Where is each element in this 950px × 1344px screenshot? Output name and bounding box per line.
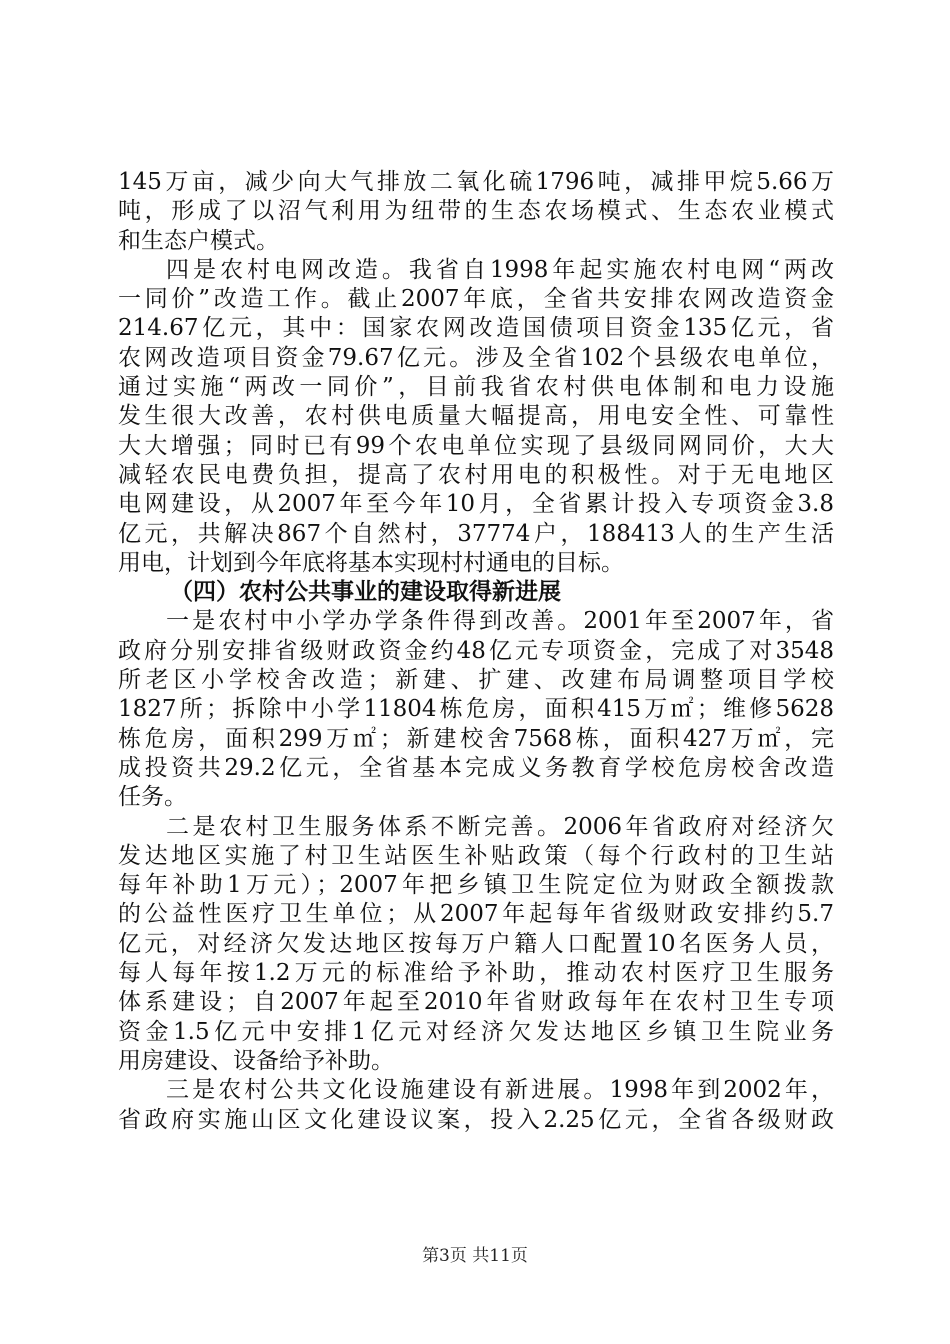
text-line: 用电，计划到今年底将基本实现村村通电的目标。	[118, 549, 624, 576]
text-line: 电网建设，从2007年至今年10月，全省累计投入专项资金3.8	[118, 491, 834, 518]
text-line: 农网改造项目资金79.67亿元。涉及全省102个县级农电单位，	[118, 344, 834, 371]
text-line: 发生很大改善，农村供电质量大幅提高，用电安全性、可靠性	[118, 403, 834, 430]
text-line: 所老区小学校舍改造；新建、扩建、改建布局调整项目学校	[118, 667, 834, 694]
text-line: 任务。	[118, 784, 187, 811]
text-line: 和生态户模式。	[118, 227, 279, 254]
text-line: 亿元，共解决867个自然村，37774户，188413人的生产生活	[118, 520, 834, 547]
text-line: 一同价”改造工作。截止2007年底，全省共安排农网改造资金	[118, 286, 834, 313]
text-line: 每年补助1万元）；2007年把乡镇卫生院定位为财政全额拨款	[118, 872, 834, 899]
page-number-footer: 第3页 共11页	[422, 1246, 528, 1266]
text-line: 亿元，对经济欠发达地区按每万户籍人口配置10名医务人员，	[118, 930, 834, 957]
text-line: 四是农村电网改造。我省自1998年起实施农村电网“两改	[166, 256, 834, 283]
text-line: 二是农村卫生服务体系不断完善。2006年省政府对经济欠	[166, 813, 834, 840]
text-line: 政府分别安排省级财政资金约48亿元专项资金，完成了对3548	[118, 637, 834, 664]
text-line: 发达地区实施了村卫生站医生补贴政策（每个行政村的卫生站	[118, 842, 834, 869]
text-line: 通过实施“两改一同价”，目前我省农村供电体制和电力设施	[118, 374, 834, 401]
document-body	[118, 168, 834, 1135]
text-line: 214.67亿元，其中：国家农网改造国债项目资金135亿元，省	[118, 315, 834, 342]
text-line: 体系建设；自2007年起至2010年省财政每年在农村卫生专项	[118, 989, 834, 1016]
text-line: 的公益性医疗卫生单位；从2007年起每年省级财政安排约5.7	[118, 901, 834, 928]
text-line: 大大增强；同时已有99个农电单位实现了县级同网同价，大大	[118, 432, 834, 459]
text-line: 每人每年按1.2万元的标准给予补助，推动农村医疗卫生服务	[118, 960, 834, 987]
text-line: 145万亩，减少向大气排放二氧化硫1796吨，减排甲烷5.66万	[118, 169, 834, 195]
section-heading: （四）农村公共事业的建设取得新进展	[170, 579, 561, 606]
text-line: 用房建设、设备给予补助。	[118, 1047, 394, 1074]
text-line: 吨，形成了以沼气利用为纽带的生态农场模式、生态农业模式	[118, 198, 834, 225]
text-line: 一是农村中小学办学条件得到改善。2001年至2007年，省	[166, 608, 834, 635]
text-line: 三是农村公共文化设施建设有新进展。1998年到2002年，	[166, 1077, 834, 1104]
text-line: 1827所；拆除中小学11804栋危房，面积415万㎡；维修5628	[118, 696, 834, 723]
text-line: 资金1.5亿元中安排1亿元对经济欠发达地区乡镇卫生院业务	[118, 1018, 834, 1045]
text-line: 省政府实施山区文化建设议案，投入2.25亿元，全省各级财政	[118, 1106, 834, 1133]
text-line: 栋危房，面积299万㎡；新建校舍7568栋，面积427万㎡，完	[118, 725, 834, 752]
text-line: 减轻农民电费负担，提高了农村用电的积极性。对于无电地区	[118, 461, 834, 488]
text-line: 成投资共29.2亿元，全省基本完成义务教育学校危房校舍改造	[118, 754, 834, 781]
